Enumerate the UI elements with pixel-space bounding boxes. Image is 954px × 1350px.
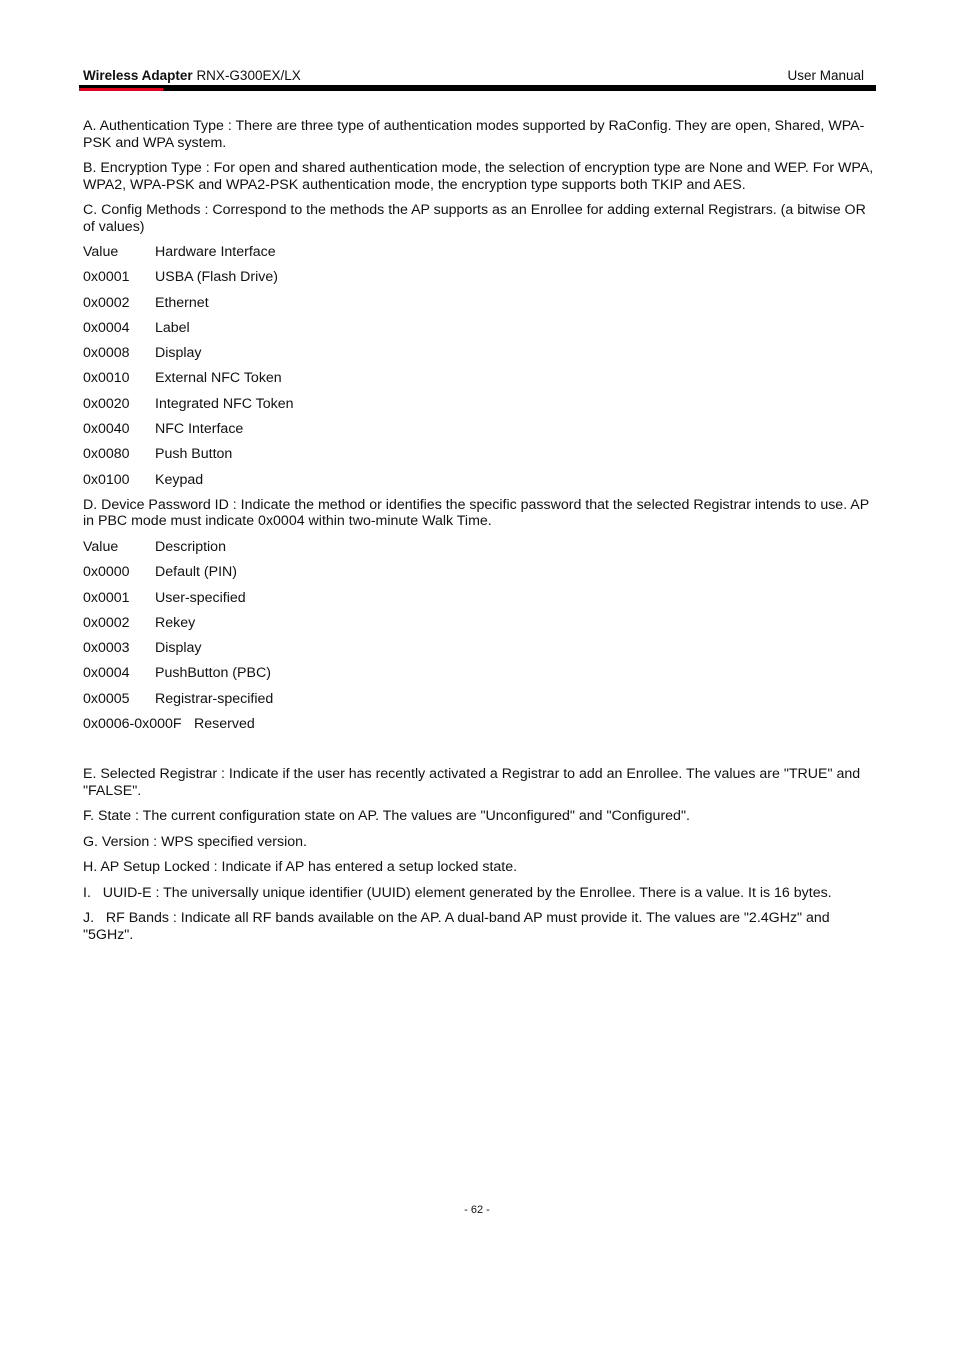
label-cell: Display (155, 345, 202, 362)
paragraph-ap-setup-locked: H. AP Setup Locked : Indicate if AP has entered a setup locked state. (83, 859, 518, 876)
header-rule-accent (79, 88, 163, 91)
table-row (83, 691, 878, 716)
header-model: RNX-G300EX/LX (196, 68, 301, 83)
password-id-table (83, 539, 878, 741)
header-brand: Wireless Adapter (83, 68, 193, 83)
value-cell: 0x0004 (83, 665, 130, 682)
label-cell: Label (155, 319, 190, 336)
paragraph-device-password-id: D. Device Password ID : Indicate the method or identifies the specific password that the selected Registrar intends to use. AP in PBC mode must indicate 0x0004 within two-minute Walk Time. (83, 496, 869, 530)
table-row (83, 472, 878, 497)
table-row (83, 295, 878, 320)
label-cell: Reserved (194, 716, 255, 733)
label-cell: Push Button (155, 446, 233, 463)
label-cell: NFC Interface (155, 421, 244, 438)
label-cell: Integrated NFC Token (155, 395, 294, 412)
table-row (83, 269, 878, 294)
table-row (83, 640, 878, 665)
header-title (83, 67, 301, 85)
table-row (83, 615, 878, 640)
paragraph-encryption-type: B. Encryption Type : For open and shared authentication mode, the selection of encryption type are None and WEP. For WPA, WPA2, WPA-PSK and WPA2-PSK authentication mode, the encryption type supports both TKIP and AES. (83, 160, 874, 193)
value-cell: 0x0040 (83, 421, 130, 438)
value-cell: 0x0100 (83, 471, 130, 488)
header-rule (79, 85, 876, 91)
table-row (83, 716, 878, 741)
table-row (83, 539, 878, 564)
value-cell: 0x0001 (83, 589, 130, 606)
label-cell: Keypad (155, 471, 204, 488)
table-row (83, 665, 878, 690)
table-row (83, 320, 878, 345)
page-content (83, 118, 878, 952)
label-cell: User-specified (155, 589, 246, 606)
label-cell: Registrar-specified (155, 690, 274, 707)
value-cell: 0x0003 (83, 640, 130, 657)
table-row (83, 370, 878, 395)
value-cell: 0x0005 (83, 690, 130, 707)
value-cell: 0x0004 (83, 319, 130, 336)
value-cell: 0x0010 (83, 370, 130, 387)
label-cell: Hardware Interface (155, 244, 276, 260)
label-cell: PushButton (PBC) (155, 665, 271, 682)
value-cell: 0x0002 (83, 614, 130, 631)
table-row (83, 564, 878, 589)
paragraph-config-methods: C. Config Methods : Correspond to the methods the AP supports as an Enrollee for adding external Registrars. (a bitwise OR of values) (83, 202, 866, 235)
value-cell: Value (83, 538, 119, 555)
paragraph-state: F. State : The current configuration state on AP. The values are "Unconfigured" and "Configured". (83, 808, 690, 825)
paragraph-version: G. Version : WPS specified version. (83, 833, 307, 850)
label-cell: External NFC Token (155, 370, 282, 387)
config-methods-table (83, 244, 878, 497)
value-cell: 0x0000 (83, 564, 130, 581)
value-cell: 0x0080 (83, 446, 130, 463)
table-row (83, 421, 878, 446)
value-cell: 0x0006-0x000F (83, 716, 182, 733)
label-cell: USBA (Flash Drive) (155, 269, 278, 286)
table-row (83, 590, 878, 615)
table-row (83, 396, 878, 421)
page-header (83, 67, 864, 85)
paragraph-rf-bands: J. RF Bands : Indicate all RF bands available on the AP. A dual-band AP must provide it. The values are "2.4GHz" and "5GHz". (83, 910, 834, 943)
value-cell: 0x0008 (83, 345, 130, 362)
value-cell: 0x0001 (83, 269, 130, 286)
table-row (83, 244, 878, 269)
page-number: - 62 - (464, 1204, 490, 1216)
label-cell: Description (155, 538, 226, 555)
value-cell: Value (83, 244, 119, 260)
paragraph-selected-registrar: E. Selected Registrar : Indicate if the user has recently activated a Registrar to add an Enrollee. The values are "TRUE" and "FALSE". (83, 766, 861, 799)
value-cell: 0x0020 (83, 395, 130, 412)
label-cell: Display (155, 640, 202, 657)
table-row (83, 345, 878, 370)
table-row (83, 446, 878, 471)
header-doc-type: User Manual (787, 68, 864, 83)
label-cell: Rekey (155, 614, 196, 631)
value-cell: 0x0002 (83, 294, 130, 311)
paragraph-authentication-type: A. Authentication Type : There are three type of authentication modes supported by RaConfig. They are open, Shared, WPA-PSK and WPA system. (83, 118, 865, 151)
section-spacer (83, 741, 878, 766)
paragraph-uuid-e: I. UUID-E : The universally unique identifier (UUID) element generated by the Enrollee. There is a value. It is 16 bytes. (83, 884, 832, 901)
label-cell: Default (PIN) (155, 564, 237, 581)
label-cell: Ethernet (155, 294, 209, 311)
